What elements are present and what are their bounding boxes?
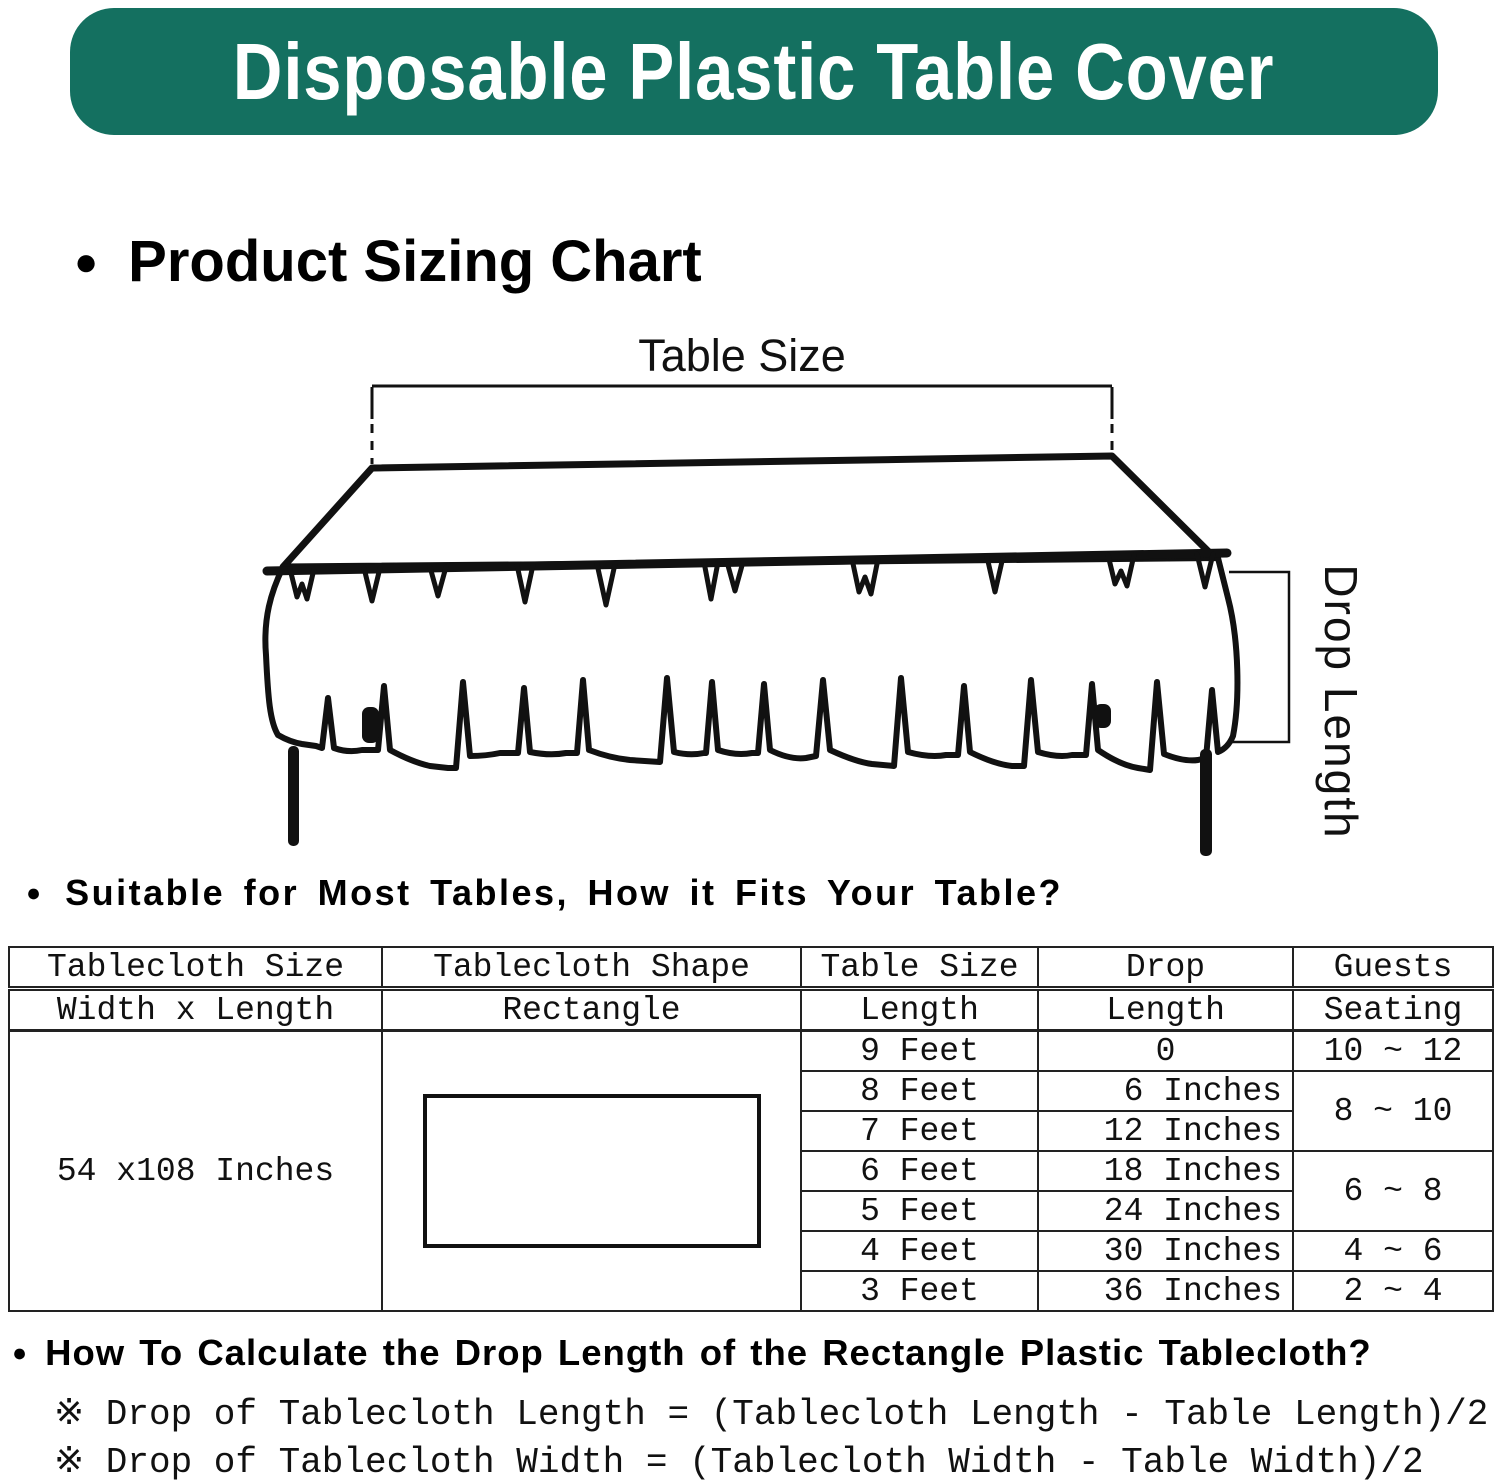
feet-cell: 6 Feet <box>801 1151 1038 1191</box>
guests-cell: 8 ~ 10 <box>1293 1071 1493 1151</box>
feet-cell: 4 Feet <box>801 1231 1038 1271</box>
guests-cell: 10 ~ 12 <box>1293 1031 1493 1072</box>
guests-cell: 4 ~ 6 <box>1293 1231 1493 1271</box>
subheader-drop-length: Length <box>1038 989 1293 1031</box>
col-header-guests: Guests <box>1293 947 1493 989</box>
rectangle-shape-icon <box>423 1094 761 1248</box>
bullet-icon: ● <box>12 1338 28 1367</box>
drop-cell: 36 Inches <box>1038 1271 1293 1311</box>
subheader-rectangle: Rectangle <box>382 989 801 1031</box>
drop-length-formula: ※ Drop of Tablecloth Length = (Tablecloth Length - Table Length)/2 <box>54 1394 1489 1435</box>
subheader-seating: Seating <box>1293 989 1493 1031</box>
tabletop <box>283 456 1216 567</box>
tablecloth-drape <box>265 558 1237 770</box>
drop-cell: 12 Inches <box>1038 1111 1293 1151</box>
drop-cell: 18 Inches <box>1038 1151 1293 1191</box>
bullet-icon: ● <box>74 239 99 284</box>
col-header-drop: Drop <box>1038 947 1293 989</box>
drop-cell: 6 Inches <box>1038 1071 1293 1111</box>
feet-cell: 5 Feet <box>801 1191 1038 1231</box>
banner-title: Disposable Plastic Table Cover <box>233 26 1275 116</box>
drop-length-label: Drop Length <box>1315 564 1367 840</box>
col-header-table-size: Table Size <box>801 947 1038 989</box>
table-size-bracket <box>372 386 1112 464</box>
tablecloth-shape-cell <box>382 1031 801 1312</box>
subheader-length: Length <box>801 989 1038 1031</box>
drop-width-formula: ※ Drop of Tablecloth Width = (Tablecloth Width - Table Width)/2 <box>54 1442 1424 1483</box>
feet-cell: 9 Feet <box>801 1031 1038 1072</box>
drop-cell: 0 <box>1038 1031 1293 1072</box>
table-row <box>9 1031 1493 1072</box>
drop-cell: 30 Inches <box>1038 1231 1293 1271</box>
product-sizing-heading-text: Product Sizing Chart <box>128 229 702 294</box>
col-header-tablecloth-shape: Tablecloth Shape <box>382 947 801 989</box>
drop-cell: 24 Inches <box>1038 1191 1293 1231</box>
feet-cell: 8 Feet <box>801 1071 1038 1111</box>
table-subheader-row <box>9 989 1493 1031</box>
calculate-heading <box>12 1332 1372 1374</box>
feet-cell: 3 Feet <box>801 1271 1038 1311</box>
suitable-heading <box>26 872 1063 914</box>
table-size-label: Table Size <box>638 330 846 381</box>
guests-cell: 2 ~ 4 <box>1293 1271 1493 1311</box>
table-leg <box>362 707 379 743</box>
bullet-icon: ● <box>26 878 42 907</box>
tablecloth-size-cell: 54 x108 Inches <box>9 1031 382 1312</box>
table-header-row <box>9 947 1493 989</box>
feet-cell: 7 Feet <box>801 1111 1038 1151</box>
table-leg <box>1094 704 1111 728</box>
suitable-heading-text: Suitable for Most Tables, How it Fits Your Table? <box>65 872 1064 913</box>
guests-cell: 6 ~ 8 <box>1293 1151 1493 1231</box>
table-leg <box>1200 749 1212 856</box>
col-header-tablecloth-size: Tablecloth Size <box>9 947 382 989</box>
subheader-width-x-length: Width x Length <box>9 989 382 1031</box>
table-leg <box>288 746 299 846</box>
calculate-heading-text: How To Calculate the Drop Length of the Rectangle Plastic Tablecloth? <box>45 1332 1372 1373</box>
sizing-table <box>8 946 1494 1312</box>
